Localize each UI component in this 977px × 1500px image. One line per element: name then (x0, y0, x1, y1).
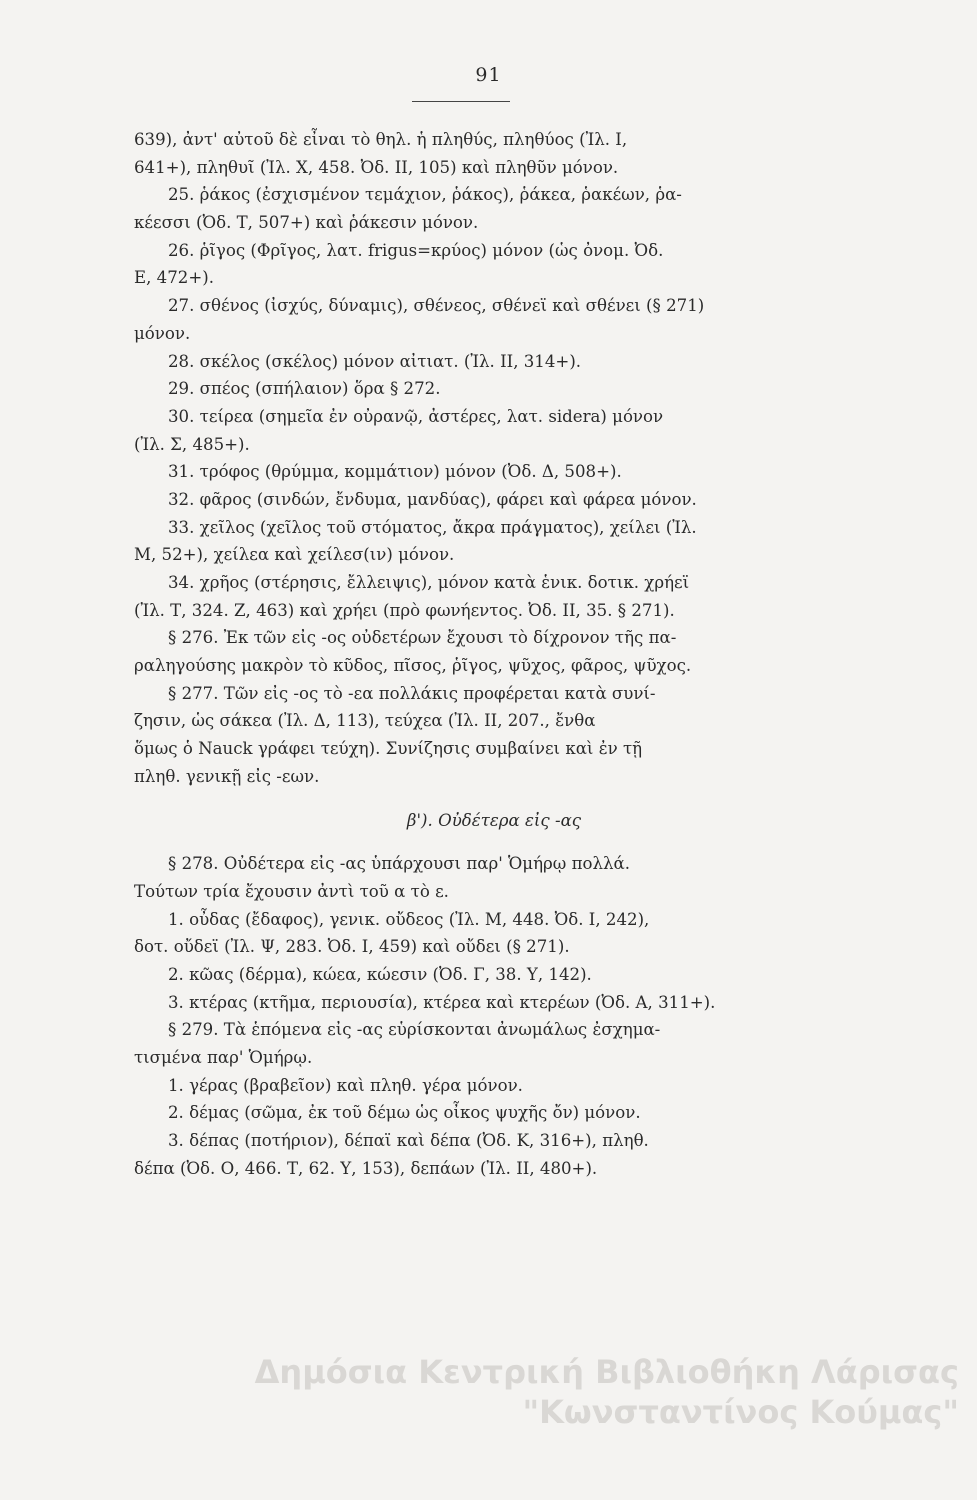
page-number-rule (412, 101, 510, 102)
text-line: § 278. Οὐδέτερα εἰς -ας ὑπάρχουσι παρ' Ὁμήρῳ πολλά. (168, 854, 630, 874)
text-line: § 279. Τὰ ἑπόμενα εἰς -ας εὑρίσκονται ἀνωμάλως ἐσχημα- (168, 1020, 661, 1040)
text-line: 30. τείρεα (σημεῖα ἐν οὐρανῷ, ἀστέρες, λατ. sidera) μόνον (168, 406, 664, 426)
text-line: δοτ. οὔδεϊ (Ἰλ. Ψ, 283. Ὀδ. Ι, 459) καὶ οὔδει (§ 271). (134, 937, 570, 957)
text-line: 28. σκέλος (σκέλος) μόνον αἰτιατ. (Ἰλ. ΙΙ, 314+). (168, 351, 582, 371)
text-line: (Ἰλ. Σ, 485+). (134, 434, 250, 454)
text-line: 31. τρόφος (θρύμμα, κομμάτιον) μόνον (Ὀδ. Δ, 508+). (168, 462, 622, 482)
text-line: 1. οὖδας (ἔδαφος), γενικ. οὔδεος (Ἰλ. Μ, 448. Ὀδ. Ι, 242), (168, 909, 650, 929)
text-line: 2. κῶας (δέρμα), κώεα, κώεσιν (Ὀδ. Γ, 38. Υ, 142). (168, 964, 592, 984)
text-line: 26. ῥῖγος (Φρῖγος, λατ. frigus=κρύος) μόνον (ὡς ὀνομ. Ὀδ. (168, 240, 664, 260)
section-gap (134, 834, 854, 850)
text-line: 25. ῥάκος (ἐσχισμένον τεμάχιον, ῥάκος), ῥάκεα, ῥακέων, ῥα- (168, 185, 682, 205)
text-line: 2. δέμας (σῶμα, ἐκ τοῦ δέμω ὡς οἶκος ψυχῆς ὄν) μόνον. (168, 1103, 641, 1123)
watermark-line-2: "Κωνσταντίνος Κούμας" (522, 1393, 959, 1431)
text-line: ὅμως ὁ Nauck γράφει τεύχη). Συνίζησις συμβαίνει καὶ ἐν τῇ (134, 739, 643, 759)
text-line: 3. δέπας (ποτήριον), δέπαϊ καὶ δέπα (Ὀδ. Κ, 316+), πληθ. (168, 1131, 649, 1151)
text-line: Μ, 52+), χείλεα καὶ χείλεσ(ιν) μόνον. (134, 545, 455, 565)
section-gap (134, 791, 854, 807)
text-line: Τούτων τρία ἔχουσιν ἀντὶ τοῦ α τὸ ε. (134, 881, 449, 901)
text-line: Ε, 472+). (134, 268, 214, 288)
text-line: § 277. Τῶν εἰς -ος τὸ -εα πολλάκις προφέρεται κατὰ συνί- (168, 683, 656, 703)
page-number: 91 (475, 64, 502, 86)
text-line: ραληγούσης μακρὸν τὸ κῦδος, πῖσος, ῥῖγος, ψῦχος, φᾶρος, ψῦχος. (134, 656, 692, 676)
text-line: 639), ἀντ' αὐτοῦ δὲ εἶναι τὸ θηλ. ἡ πληθύς, πληθύος (Ἰλ. Ι, (134, 130, 628, 149)
text-line: πληθ. γενικῇ εἰς -εων. (134, 766, 320, 786)
text-line: 27. σθένος (ἰσχύς, δύναμις), σθένεος, σθένεϊ καὶ σθένει (§ 271) (168, 296, 705, 316)
library-watermark (199, 1352, 959, 1432)
watermark-line-1: Δημόσια Κεντρική Βιβλιοθήκη Λάρισας (254, 1353, 959, 1391)
text-line: 1. γέρας (βραβεῖον) καὶ πληθ. γέρα μόνον. (168, 1075, 523, 1095)
text-line: κέεσσι (Ὀδ. Τ, 507+) καὶ ῥάκεσιν μόνον. (134, 213, 479, 233)
section-heading: β'). Οὐδέτερα εἰς -ας (406, 810, 582, 830)
text-line: 29. σπέος (σπήλαιον) ὅρα § 272. (168, 379, 441, 399)
text-line: ζησιν, ὡς σάκεα (Ἰλ. Δ, 113), τεύχεα (Ἰλ. ΙΙ, 207., ἔνθα (134, 711, 596, 731)
text-line: 32. φᾶρος (σινδών, ἔνδυμα, μανδύας), φάρει καὶ φάρεα μόνον. (168, 489, 697, 509)
text-line: § 276. Ἐκ τῶν εἰς -ος οὐδετέρων ἔχουσι τὸ δίχρονον τῆς πα- (168, 628, 677, 648)
text-line: (Ἰλ. Τ, 324. Ζ, 463) καὶ χρήει (πρὸ φωνήεντος. Ὀδ. ΙΙ, 35. § 271). (134, 600, 675, 620)
text-line: 3. κτέρας (κτῆμα, περιουσία), κτέρεα καὶ κτερέων (Ὀδ. Α, 311+). (168, 992, 716, 1012)
text-line: μόνον. (134, 323, 191, 343)
text-line: δέπα (Ὀδ. Ο, 466. Τ, 62. Υ, 153), δεπάων (Ἰλ. ΙΙ, 480+). (134, 1158, 598, 1178)
body-text (134, 126, 854, 1182)
text-line: 641+), πληθυῖ (Ἰλ. Χ, 458. Ὀδ. ΙΙ, 105) καὶ πληθῦν μόνον. (134, 157, 619, 177)
text-line: 33. χεῖλος (χεῖλος τοῦ στόματος, ἄκρα πράγματος), χείλει (Ἰλ. (168, 517, 697, 537)
text-line: 34. χρῆος (στέρησις, ἔλλειψις), μόνον κατὰ ἑνικ. δοτικ. χρήεϊ (168, 573, 690, 592)
text-line: τισμένα παρ' Ὁμήρῳ. (134, 1048, 313, 1067)
